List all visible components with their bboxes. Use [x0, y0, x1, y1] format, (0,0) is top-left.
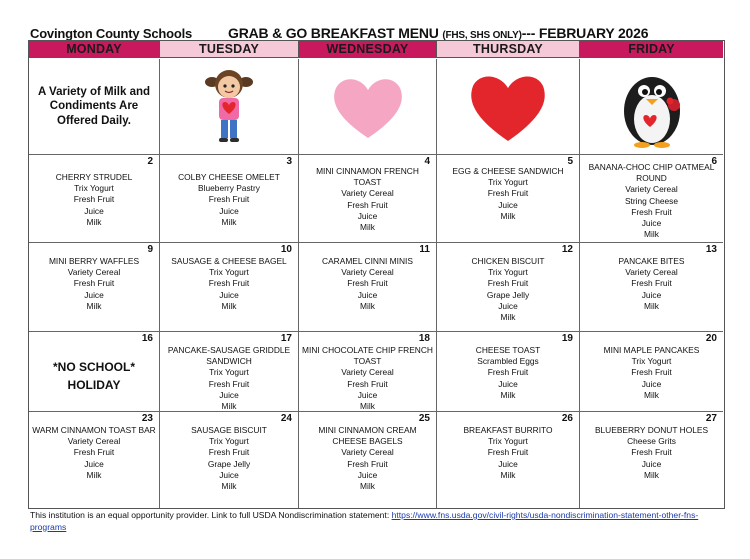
weekday-monday: MONDAY — [29, 41, 160, 58]
pink-heart-cell — [299, 59, 437, 155]
menu-item: Milk — [221, 216, 237, 227]
menu-item: Trix Yogurt — [74, 183, 114, 194]
day-number: 25 — [418, 413, 430, 424]
day-number: 19 — [561, 333, 573, 344]
menu-item: Fresh Fruit — [208, 278, 250, 289]
menu-item: Milk — [500, 469, 516, 480]
day-number: 18 — [418, 333, 430, 344]
red-heart-icon — [465, 69, 551, 145]
day-cell — [580, 412, 723, 508]
menu-item: Fresh Fruit — [208, 194, 250, 205]
menu-items — [160, 425, 298, 492]
day-cell — [299, 243, 437, 332]
menu-title-month: FEBRUARY 2026 — [538, 25, 649, 41]
day-number: 17 — [280, 333, 292, 344]
menu-item: Grape Jelly — [486, 289, 530, 300]
menu-items — [580, 425, 723, 481]
menu-item: Variety Cereal — [341, 188, 394, 199]
menu-item: Juice — [641, 218, 662, 229]
day-number: 6 — [711, 156, 717, 167]
menu-item: Juice — [498, 300, 518, 311]
menu-item: COLBY CHEESE OMELET — [178, 172, 280, 182]
menu-item: Grape Jelly — [207, 458, 251, 469]
menu-item: Fresh Fruit — [347, 458, 388, 469]
menu-items — [437, 345, 579, 401]
holiday-line: HOLIDAY — [67, 378, 121, 392]
menu-item: Fresh Fruit — [347, 199, 388, 210]
menu-item: BREAKFAST BURRITO — [463, 425, 553, 435]
menu-item: Variety Cereal — [625, 267, 678, 278]
day-cell — [160, 155, 299, 243]
menu-item: Fresh Fruit — [208, 378, 250, 389]
menu-item: Fresh Fruit — [73, 194, 115, 205]
pink-heart-icon — [328, 72, 408, 142]
menu-items — [29, 172, 159, 228]
title-row — [30, 25, 730, 41]
menu-item: Variety Cereal — [341, 447, 394, 458]
day-number: 2 — [147, 156, 153, 167]
menu-item: String Cheese — [624, 195, 679, 206]
menu-item: Juice — [641, 378, 662, 389]
weekday-wednesday: WEDNESDAY — [299, 41, 437, 58]
day-number: 13 — [705, 244, 717, 255]
menu-title-note: (FHS, SHS ONLY) — [442, 30, 522, 41]
menu-item: Juice — [498, 199, 518, 210]
day-cell — [437, 412, 580, 508]
day-number: 16 — [141, 333, 153, 344]
menu-item: SAUSAGE BISCUIT — [191, 425, 267, 435]
menu-item: Juice — [357, 389, 378, 400]
day-number: 11 — [419, 244, 430, 255]
menu-item: Juice — [498, 458, 518, 469]
day-number: 10 — [280, 244, 292, 255]
day-number: 20 — [705, 333, 717, 344]
menu-items — [160, 256, 298, 312]
menu-item: Milk — [86, 469, 102, 480]
menu-items — [299, 256, 436, 312]
menu-item: Fresh Fruit — [487, 278, 529, 289]
menu-items — [580, 345, 723, 401]
menu-items — [160, 172, 298, 228]
menu-items — [299, 166, 436, 233]
menu-item: CHICKEN BISCUIT — [471, 256, 545, 266]
weekday-thursday: THURSDAY — [437, 41, 580, 58]
menu-item: Trix Yogurt — [488, 177, 528, 188]
menu-item: Variety Cereal — [67, 267, 121, 278]
day-number: 4 — [424, 156, 430, 167]
menu-item: Milk — [644, 300, 659, 311]
menu-item: Milk — [221, 300, 237, 311]
day-number: 3 — [286, 156, 292, 167]
menu-item: Fresh Fruit — [73, 447, 115, 458]
menu-item: Trix Yogurt — [631, 356, 672, 367]
menu-item: Milk — [500, 210, 516, 221]
menu-item: Fresh Fruit — [631, 206, 672, 217]
day-cell — [29, 412, 160, 508]
menu-item: Juice — [357, 469, 378, 480]
menu-item: Fresh Fruit — [347, 378, 388, 389]
red-heart-cell — [437, 59, 580, 155]
menu-title-main: GRAB & GO BREAKFAST MENU — [228, 25, 439, 41]
menu-item: Fresh Fruit — [631, 278, 672, 289]
menu-item: Fresh Fruit — [631, 447, 672, 458]
menu-items — [437, 256, 579, 323]
menu-item: Milk — [500, 312, 516, 323]
day-cell — [299, 155, 437, 243]
menu-item: Juice — [219, 289, 239, 300]
menu-item: MINI CINNAMON FRENCH — [316, 166, 419, 176]
menu-item: Milk — [86, 216, 102, 227]
menu-item: Milk — [644, 389, 659, 400]
menu-item: Milk — [360, 222, 375, 233]
menu-item: MINI BERRY WAFFLES — [48, 256, 140, 266]
day-number: 24 — [280, 413, 292, 424]
menu-item: MINI MAPLE PANCAKES — [603, 345, 700, 355]
menu-item: Milk — [500, 389, 516, 400]
day-number: 27 — [705, 413, 717, 424]
day-number: 12 — [561, 244, 573, 255]
day-number: 23 — [141, 413, 153, 424]
menu-title — [228, 25, 648, 41]
menu-item: Milk — [221, 481, 237, 492]
menu-items — [580, 162, 723, 240]
day-cell — [299, 412, 437, 508]
menu-item: Variety Cereal — [67, 436, 121, 447]
menu-items — [437, 166, 579, 222]
menu-title-sep: --- — [521, 25, 536, 41]
day-number: 9 — [147, 244, 153, 255]
footer — [30, 510, 730, 533]
menu-item: SANDWICH — [206, 356, 252, 367]
menu-item: CHEESE BAGELS — [332, 436, 403, 447]
menu-item: Juice — [84, 205, 104, 216]
penguin-cell — [580, 59, 723, 155]
nondiscrimination-statement: This institution is an equal opportunity provider. Link to full USDA Nondiscrimination statement: — [30, 510, 390, 520]
menu-item: BLUEBERRY DONUT HOLES — [594, 425, 709, 435]
day-cell — [160, 332, 299, 412]
menu-item: Scrambled Eggs — [477, 356, 539, 367]
day-cell — [29, 155, 160, 243]
menu-item: ROUND — [636, 173, 667, 184]
intro-cell — [29, 59, 160, 155]
menu-item: Milk — [221, 401, 237, 412]
menu-items — [160, 345, 298, 412]
menu-item: Milk — [644, 469, 659, 480]
menu-item: Variety Cereal — [341, 367, 394, 378]
menu-items — [29, 256, 159, 312]
menu-items — [580, 256, 723, 312]
district-name: Covington County Schools — [30, 26, 193, 41]
menu-item: Juice — [219, 389, 239, 400]
girl-illustration-cell — [160, 59, 299, 155]
menu-item: Cheese Grits — [627, 436, 676, 447]
menu-item: Milk — [360, 300, 375, 311]
menu-items — [437, 425, 579, 481]
menu-item: Trix Yogurt — [488, 267, 528, 278]
menu-item: Juice — [357, 289, 378, 300]
holiday-notice — [29, 358, 159, 394]
menu-calendar — [28, 40, 725, 509]
menu-item: Blueberry Pastry — [198, 183, 260, 194]
day-cell — [580, 332, 723, 412]
menu-item: EGG & CHEESE SANDWICH — [452, 166, 564, 176]
menu-item: Juice — [84, 289, 104, 300]
day-cell — [580, 155, 723, 243]
day-number: 26 — [561, 413, 573, 424]
day-cell — [299, 332, 437, 412]
menu-item: Fresh Fruit — [487, 188, 529, 199]
menu-item: Trix Yogurt — [209, 436, 249, 447]
menu-item: Fresh Fruit — [631, 367, 672, 378]
menu-item: CHERRY STRUDEL — [55, 172, 133, 182]
menu-item: Fresh Fruit — [487, 367, 529, 378]
day-cell — [580, 243, 723, 332]
menu-item: Juice — [498, 378, 518, 389]
day-cell — [160, 243, 299, 332]
menu-item: Trix Yogurt — [209, 267, 249, 278]
day-number: 5 — [567, 156, 573, 167]
penguin-with-heart-icon — [614, 65, 690, 149]
day-cell — [160, 412, 299, 508]
menu-item: TOAST — [353, 177, 382, 188]
day-cell — [437, 332, 580, 412]
menu-item: MINI CINNAMON CREAM — [318, 425, 417, 435]
day-cell — [437, 155, 580, 243]
menu-item: Trix Yogurt — [209, 367, 249, 378]
menu-item: TOAST — [353, 356, 382, 367]
menu-items — [299, 345, 436, 412]
menu-item: Trix Yogurt — [488, 436, 528, 447]
menu-item: Milk — [360, 401, 375, 412]
menu-item: Juice — [357, 210, 378, 221]
weekday-tuesday: TUESDAY — [160, 41, 299, 58]
usda-nondiscrimination-link[interactable]: https://www.fns.usda.gov/civil-rights/usda-nondiscrimination-statement-other-fns-programs — [30, 510, 699, 532]
menu-item: SAUSAGE & CHEESE BAGEL — [171, 256, 287, 266]
menu-items — [299, 425, 436, 492]
menu-item: Juice — [641, 458, 662, 469]
menu-item: Fresh Fruit — [208, 447, 250, 458]
menu-item: WARM CINNAMON TOAST BAR — [32, 425, 156, 435]
holiday-line: *NO SCHOOL* — [52, 360, 135, 374]
menu-item: CARAMEL CINNI MINIS — [322, 256, 413, 266]
menu-item: Juice — [219, 469, 239, 480]
day-cell — [29, 243, 160, 332]
menu-item: PANCAKE-SAUSAGE GRIDDLE — [167, 345, 291, 355]
girl-with-heart-icon — [199, 62, 259, 152]
menu-item: PANCAKE BITES — [618, 256, 685, 266]
menu-item: Fresh Fruit — [73, 278, 115, 289]
menu-item: Juice — [84, 458, 104, 469]
day-cell — [437, 243, 580, 332]
menu-item: Milk — [360, 481, 375, 492]
menu-item: Variety Cereal — [625, 184, 678, 195]
menu-item: Milk — [86, 300, 102, 311]
menu-item: MINI CHOCOLATE CHIP FRENCH — [302, 345, 433, 355]
menu-item: Fresh Fruit — [487, 447, 529, 458]
menu-item: Fresh Fruit — [347, 278, 388, 289]
menu-item: Juice — [641, 289, 662, 300]
weekday-friday: FRIDAY — [580, 41, 723, 58]
menu-items — [29, 425, 159, 481]
intro-text: A Variety of Milk and Condiments Are Offered Daily. — [37, 85, 151, 127]
menu-item: Variety Cereal — [341, 267, 394, 278]
menu-item: Milk — [644, 229, 659, 240]
menu-item: BANANA-CHOC CHIP OATMEAL — [588, 162, 715, 172]
day-cell — [29, 332, 160, 412]
menu-item: CHEESE TOAST — [475, 345, 541, 355]
menu-item: Juice — [219, 205, 239, 216]
